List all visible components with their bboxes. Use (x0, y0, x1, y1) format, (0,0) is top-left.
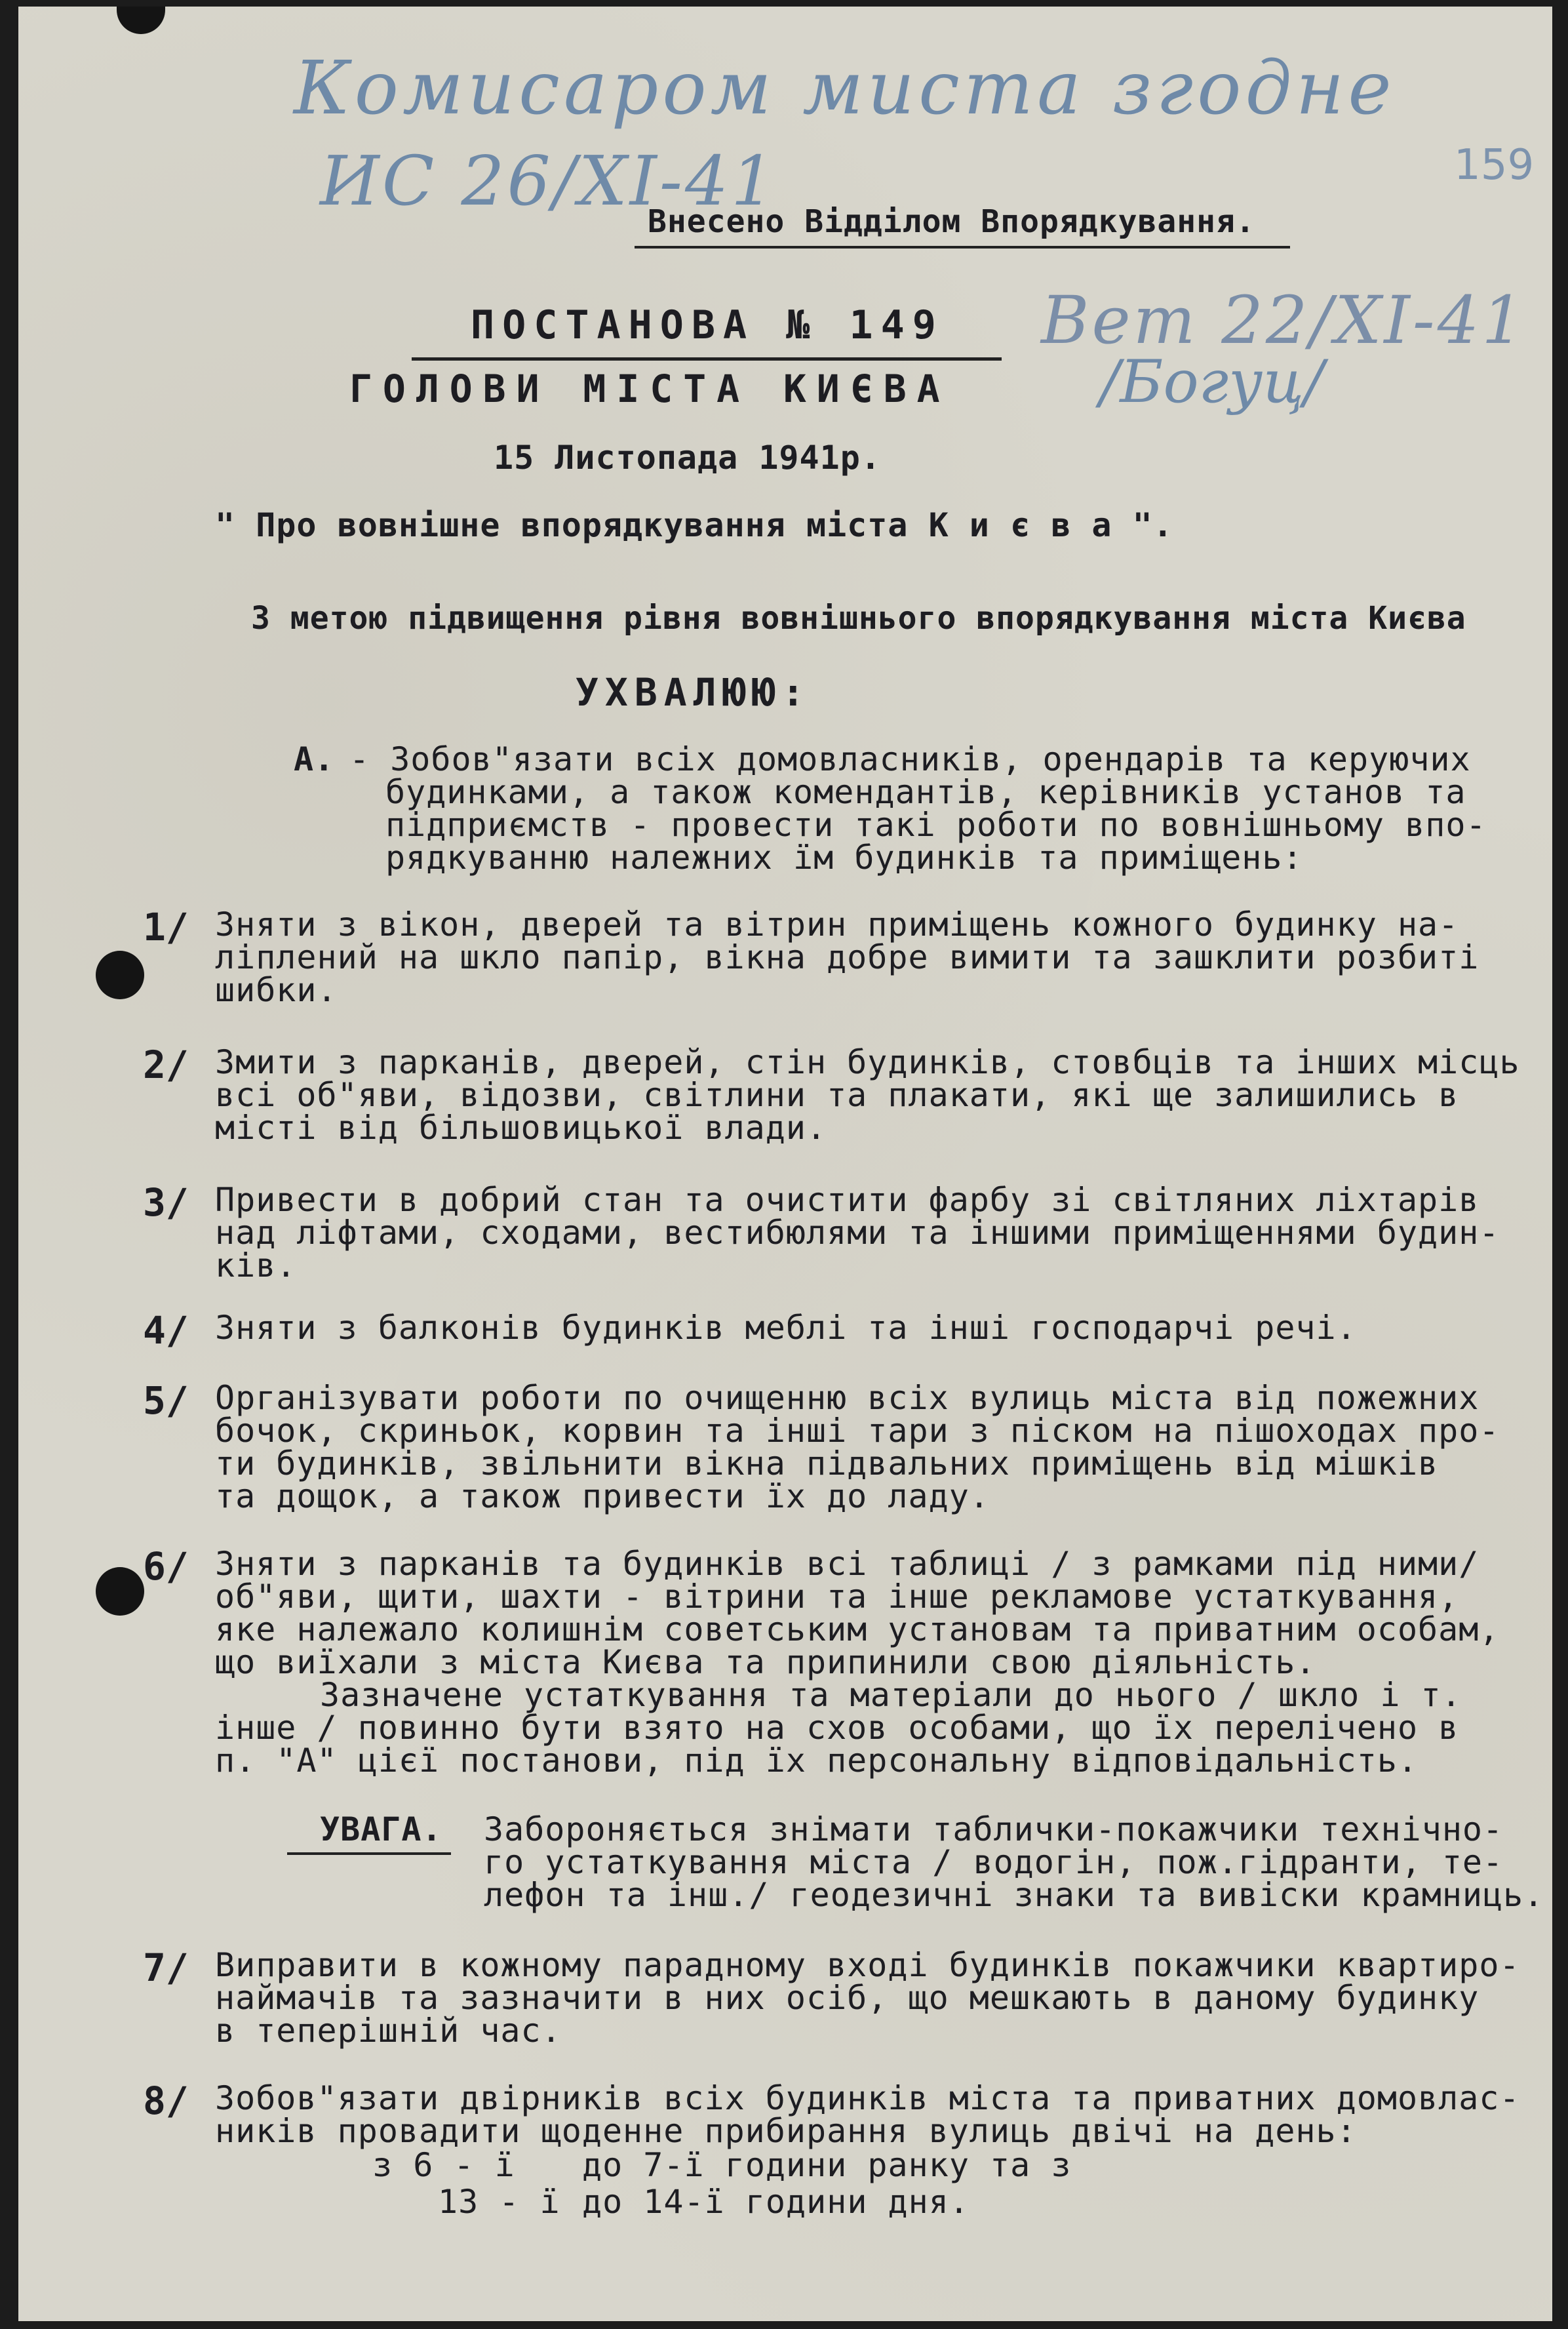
schedule-to: до 14-ї години дня. (582, 2183, 970, 2221)
item-line: Зняти з балконів будинків меблі та інші господарчі речі. (215, 1309, 1357, 1347)
item-line: всі об"яви, відозви, світлини та плакати, які ще залишились в (215, 1076, 1459, 1114)
attention-line: лефон та інш./ геодезичні знаки та вивіски крамниць. (484, 1876, 1544, 1914)
item-line: в теперішній час. (215, 2012, 562, 2050)
item-line: над ліфтами, сходами, вестибюлями та іншими приміщеннями будин- (215, 1214, 1500, 1252)
document-issuer: ГОЛОВИ МІСТА КИЄВА (349, 367, 951, 411)
item-number: 1/ (143, 905, 189, 949)
attention-underline (287, 1852, 451, 1855)
page-number: 159 (1454, 141, 1535, 189)
section-a-line: рядкуванню належних їм будинків та приміщень: (385, 839, 1303, 877)
item-line: бочок, скриньок, корвин та інші тари з піском на пішоходах про- (215, 1412, 1500, 1450)
item-line: Організувати роботи по очищенню всіх вулиць міста від пожежних (215, 1379, 1480, 1417)
attention-label: УВАГА. (320, 1810, 442, 1848)
item-line: Виправити в кожному парадному вході будинків покажчики квартиро- (215, 1946, 1520, 1984)
section-a-marker: А. (294, 740, 335, 778)
item-number: 8/ (143, 2079, 189, 2123)
section-a-line: - Зобов"язати всіх домовласників, орендарів та керуючих (349, 740, 1471, 778)
item-number: 6/ (143, 1544, 189, 1589)
handwritten-resolution: Комисаром миста згодне (294, 46, 1396, 131)
submitted-underline (635, 246, 1290, 249)
document-date: 15 Листопада 1941р. (494, 439, 881, 477)
punch-hole-left-2 (96, 1567, 144, 1616)
item-line: об"яви, щити, шахти - вітрини та інше рекламове устаткування, (215, 1578, 1459, 1616)
item-line: шибки. (215, 971, 338, 1009)
document-subject: " Про вовнішне впорядкування міста К и є в а ". (215, 506, 1173, 544)
resolved-heading: УХВАЛЮЮ: (576, 670, 812, 715)
item-line: інше / повинно бути взято на схов особами, що їх перелічено в (215, 1709, 1459, 1747)
item-line: та дощок, а також привести їх до ладу. (215, 1477, 990, 1515)
document-page (18, 7, 1552, 2321)
item-line: ків. (215, 1246, 297, 1284)
attention-line: го устаткування міста / водогін, пож.гідранти, те- (484, 1843, 1504, 1881)
item-line: Зняти з парканів та будинків всі таблиці / з рамками під ними/ (215, 1545, 1480, 1583)
item-line: ліплений на шкло папір, вікна добре вимити та зашклити розбиті (215, 938, 1480, 976)
item-line: п. "А" цієї постанови, під їх персональну відповідальність. (215, 1742, 1419, 1780)
attention-line: Забороняється знімати таблички-покажчики технічно- (484, 1810, 1504, 1848)
schedule-from: 13 - ї (438, 2183, 560, 2221)
item-line: ників провадити щоденне прибирання вулиць двічі на день: (215, 2112, 1357, 2150)
item-number: 3/ (143, 1180, 189, 1225)
item-number: 5/ (143, 1378, 189, 1423)
item-line: місті від більшовицької влади. (215, 1109, 827, 1147)
punch-hole-top (117, 7, 165, 34)
item-line: Зобов"язати двірників всіх будинків міста та приватних домовлас- (215, 2079, 1520, 2117)
item-line: Зазначене устаткування та матеріали до нього / шкло і т. (320, 1676, 1462, 1714)
punch-hole-left-1 (96, 951, 144, 999)
section-a-line: будинками, а також комендантів, керівників установ та (385, 773, 1466, 811)
handwritten-date: ИС 26/XI-41 (320, 141, 777, 221)
document-title: ПОСТАНОВА № 149 (471, 302, 944, 348)
section-a-line: підприємств - провести такі роботи по вовнішньому впо- (385, 806, 1487, 844)
item-number: 7/ (143, 1945, 189, 1990)
item-number: 2/ (143, 1043, 189, 1087)
handwritten-approval: Вет 22/XI-41 (1041, 282, 1526, 359)
schedule-to: до 7-ї години ранку та з (582, 2146, 1072, 2184)
item-line: ти будинків, звільнити вікна підвальних приміщень від мішків (215, 1444, 1439, 1483)
item-line: наймачів та зазначити в них осіб, що мешкають в даному будинку (215, 1979, 1480, 2017)
submitted-by: Внесено Відділом Впорядкування. (648, 203, 1255, 240)
schedule-from: з 6 - ї (372, 2146, 515, 2184)
item-line: Зняти з вікон, дверей та вітрин приміщень кожного будинку на- (215, 906, 1459, 944)
item-line: яке належало колишнім советським установам та приватним особам, (215, 1610, 1500, 1648)
item-line: Змити з парканів, дверей, стін будинків, стовбців та інших місць (215, 1043, 1520, 1081)
item-line: що виїхали з міста Києва та припинили свою діяльність. (215, 1643, 1316, 1681)
item-line: Привести в добрий стан та очистити фарбу зі світляних ліхтарів (215, 1181, 1480, 1219)
title-underline (412, 357, 1002, 361)
item-number: 4/ (143, 1308, 189, 1353)
preamble: З метою підвищення рівня вовнішнього впорядкування міста Києва (251, 600, 1466, 637)
handwritten-signature: /Богуц/ (1100, 348, 1324, 416)
